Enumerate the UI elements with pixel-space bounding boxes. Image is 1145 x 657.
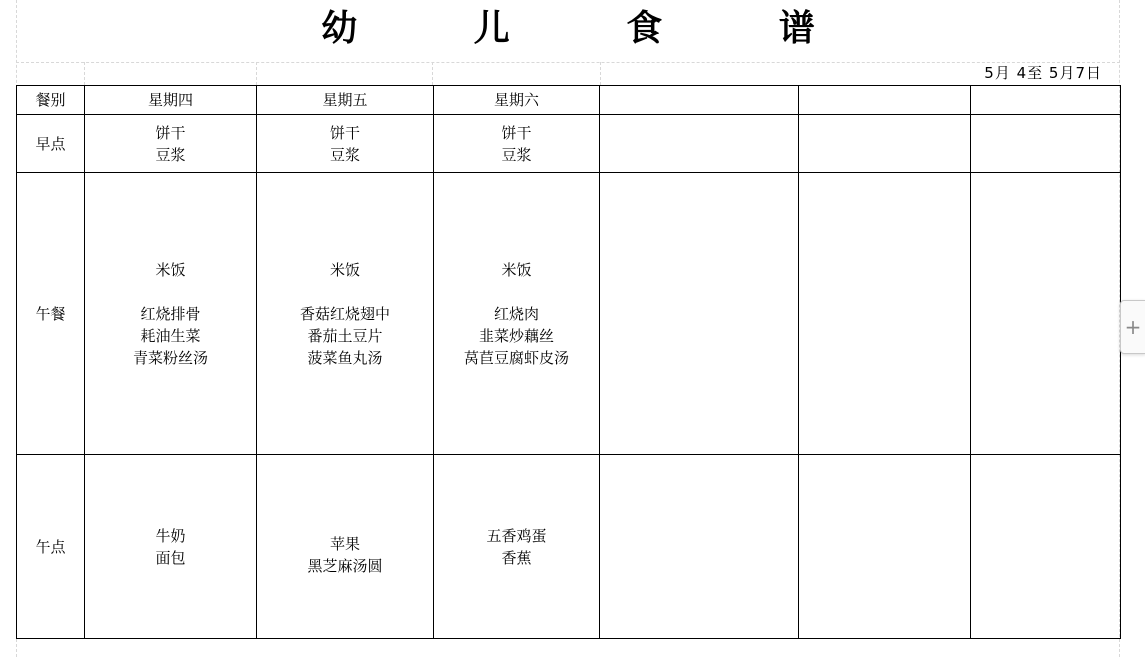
menu-cell[interactable] xyxy=(434,173,600,455)
page-title: 幼 儿 食 谱 xyxy=(321,8,867,49)
day-header-empty[interactable] xyxy=(799,86,971,115)
food-item: 菠菜鱼丸汤 xyxy=(307,348,383,367)
food-item: 黑芝麻汤圆 xyxy=(307,556,383,575)
food-item: 米饭 xyxy=(329,260,360,279)
header-row xyxy=(17,86,1121,115)
menu-cell[interactable] xyxy=(85,115,257,173)
lunch-row xyxy=(17,173,1121,455)
grid-line xyxy=(600,62,601,85)
food-item: 饼干 xyxy=(155,123,186,142)
afternoon-snack-row xyxy=(17,455,1121,639)
grid-line xyxy=(432,62,433,85)
meal-label-breakfast[interactable]: 早点 xyxy=(17,115,85,173)
food-item: 米饭 xyxy=(155,260,186,279)
food-item: 豆浆 xyxy=(501,145,532,164)
menu-cell[interactable] xyxy=(257,115,434,173)
food-item: 红烧排骨 xyxy=(140,304,201,323)
food-item: 豆浆 xyxy=(329,145,360,164)
menu-cell[interactable] xyxy=(85,455,257,639)
day-header-empty[interactable] xyxy=(971,86,1121,115)
empty-cell[interactable] xyxy=(799,173,971,455)
empty-cell[interactable] xyxy=(600,173,799,455)
food-item: 苹果 xyxy=(329,534,360,553)
menu-cell[interactable] xyxy=(257,455,434,639)
empty-cell[interactable] xyxy=(971,115,1121,173)
grid-line xyxy=(256,62,257,85)
food-item: 韭菜炒藕丝 xyxy=(478,326,554,345)
food-item: 米饭 xyxy=(501,260,532,279)
grid-line xyxy=(84,62,85,85)
add-column-button[interactable] xyxy=(1120,300,1145,354)
food-item: 莴苣豆腐虾皮汤 xyxy=(463,348,569,367)
meal-label-lunch[interactable]: 午餐 xyxy=(17,173,85,455)
empty-cell[interactable] xyxy=(971,455,1121,639)
food-item: 耗油生菜 xyxy=(140,326,201,345)
food-item: 豆浆 xyxy=(155,145,186,164)
menu-cell[interactable] xyxy=(257,173,434,455)
empty-cell[interactable] xyxy=(971,173,1121,455)
food-item: 五香鸡蛋 xyxy=(486,526,547,545)
day-header-thursday[interactable]: 星期四 xyxy=(85,86,257,115)
spacer xyxy=(85,281,256,303)
menu-table xyxy=(16,85,1121,639)
food-item: 牛奶 xyxy=(155,526,186,545)
breakfast-row xyxy=(17,115,1121,173)
food-item: 番茄土豆片 xyxy=(307,326,383,345)
food-item: 香蕉 xyxy=(501,548,532,567)
food-item: 香菇红烧翅中 xyxy=(299,304,390,323)
empty-cell[interactable] xyxy=(600,455,799,639)
meal-label-afternoon-snack[interactable]: 午点 xyxy=(17,455,85,639)
meal-header-cell[interactable]: 餐别 xyxy=(17,86,85,115)
day-header-friday[interactable]: 星期五 xyxy=(257,86,434,115)
empty-cell[interactable] xyxy=(600,115,799,173)
spacer xyxy=(434,281,599,303)
menu-cell[interactable] xyxy=(434,115,600,173)
food-item: 红烧肉 xyxy=(493,304,539,323)
food-item: 饼干 xyxy=(329,123,360,142)
empty-cell[interactable] xyxy=(799,455,971,639)
menu-cell[interactable] xyxy=(85,173,257,455)
day-header-saturday[interactable]: 星期六 xyxy=(434,86,600,115)
date-range: 5月 4至 5月7日 xyxy=(984,64,1102,82)
plus-icon: + xyxy=(1124,315,1142,339)
food-item: 面包 xyxy=(155,548,186,567)
spacer xyxy=(257,281,433,303)
empty-cell[interactable] xyxy=(799,115,971,173)
food-item: 青菜粉丝汤 xyxy=(132,348,208,367)
food-item: 饼干 xyxy=(501,123,532,142)
menu-cell[interactable] xyxy=(434,455,600,639)
grid-line xyxy=(16,62,1120,63)
day-header-empty[interactable] xyxy=(600,86,799,115)
